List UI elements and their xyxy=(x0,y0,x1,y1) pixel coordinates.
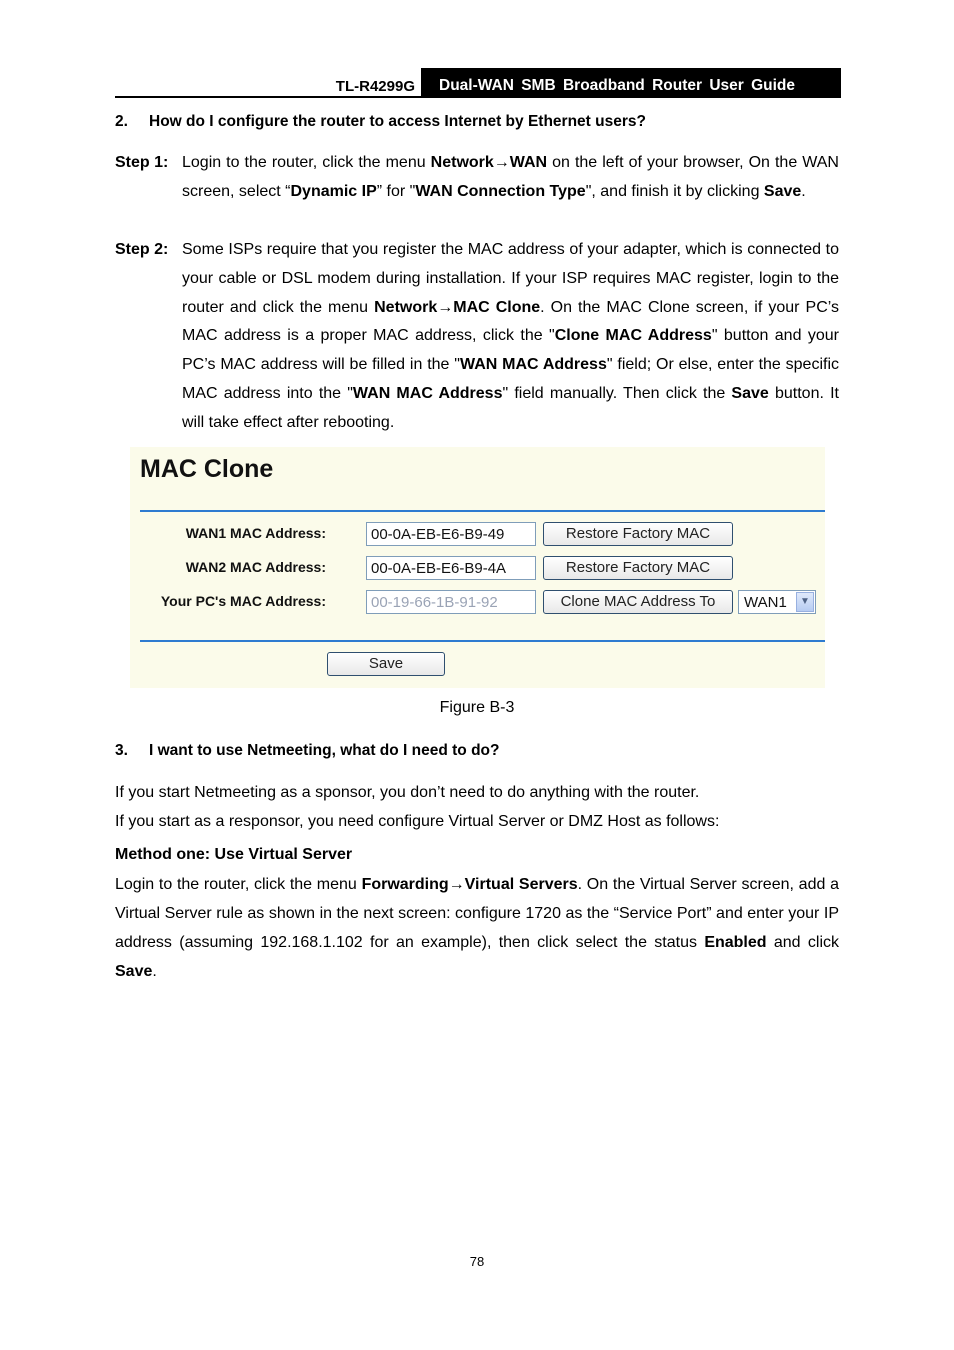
step-label: Step 2: xyxy=(115,241,169,258)
step-1 xyxy=(115,149,839,207)
mac-clone-screenshot xyxy=(130,447,825,688)
question-3-heading xyxy=(115,742,499,760)
wan2-mac-input[interactable]: 00-0A-EB-E6-B9-4A xyxy=(366,556,536,580)
question-text: How do I configure the router to access Internet by Ethernet users? xyxy=(149,113,646,130)
step-label: Step 1: xyxy=(115,154,169,171)
wan-select-value: WAN1 xyxy=(744,594,787,611)
restore-factory-mac-button-wan2[interactable]: Restore Factory MAC xyxy=(543,556,733,580)
header-rule xyxy=(115,96,841,98)
step-1-text: Login to the router, click the menu Network→WAN on the left of your browser, On the WAN screen, select “Dynamic IP” for "WAN Connection Type", and finish it by clicking Save. xyxy=(182,154,839,200)
question-number: 2. xyxy=(115,113,128,130)
wan1-mac-label: WAN1 MAC Address: xyxy=(185,525,326,541)
pc-mac-label: Your PC's MAC Address: xyxy=(160,593,326,609)
paragraph-sponsor: If you start Netmeeting as a sponsor, you don’t need to do anything with the router. xyxy=(115,784,700,801)
wan-select[interactable] xyxy=(738,590,816,614)
step-2-text: Some ISPs require that you register the MAC address of your adapter, which is connected to your cable or DSL modem during installation. If your ISP requires MAC register, login to the router and click the menu Network→MAC Clone. On the MAC Clone screen, if your PC’s MAC address is a proper MAC address, click the "Clone MAC Address" button and your PC’s MAC address will be filled in the "WAN MAC Address" field; Or else, enter the specific MAC address into the "WAN MAC Address" field manually. Then click the Save button. It will take effect after rebooting. xyxy=(182,241,840,431)
clone-mac-address-button[interactable]: Clone MAC Address To xyxy=(543,590,733,614)
paragraph-responsor: If you start as a responsor, you need configure Virtual Server or DMZ Host as follows: xyxy=(115,813,720,830)
figure-caption: Figure B-3 xyxy=(439,699,515,716)
mac-clone-title: MAC Clone xyxy=(140,455,274,483)
top-divider xyxy=(140,510,825,512)
wan1-mac-input[interactable]: 00-0A-EB-E6-B9-49 xyxy=(366,522,536,546)
guide-title: Dual-WAN SMB Broadband Router User Guide xyxy=(421,68,841,97)
page-header xyxy=(115,68,841,98)
question-2-heading xyxy=(115,113,646,131)
restore-factory-mac-button-wan1[interactable]: Restore Factory MAC xyxy=(543,522,733,546)
pc-mac-input[interactable]: 00-19-66-1B-91-92 xyxy=(366,590,536,614)
page-number: 78 xyxy=(469,1254,485,1269)
save-button[interactable]: Save xyxy=(327,652,445,676)
paragraph-virtual-server: Login to the router, click the menu Forwarding→Virtual Servers. On the Virtual Server screen, add a Virtual Server rule as shown in the next screen: configure 1720 as the “Service Port” and enter your IP address (assuming 192.168.1.102 for an example), then click select the status Enabled and click Save. xyxy=(115,876,839,980)
question-number: 3. xyxy=(115,742,128,759)
bottom-divider xyxy=(140,640,825,642)
wan2-mac-label: WAN2 MAC Address: xyxy=(185,559,326,575)
chevron-down-icon[interactable]: ▼ xyxy=(796,592,814,612)
step-2 xyxy=(115,236,839,438)
model-name: TL-R4299G xyxy=(335,78,415,95)
question-text: I want to use Netmeeting, what do I need to do? xyxy=(149,742,500,759)
method-heading: Method one: Use Virtual Server xyxy=(115,846,353,863)
